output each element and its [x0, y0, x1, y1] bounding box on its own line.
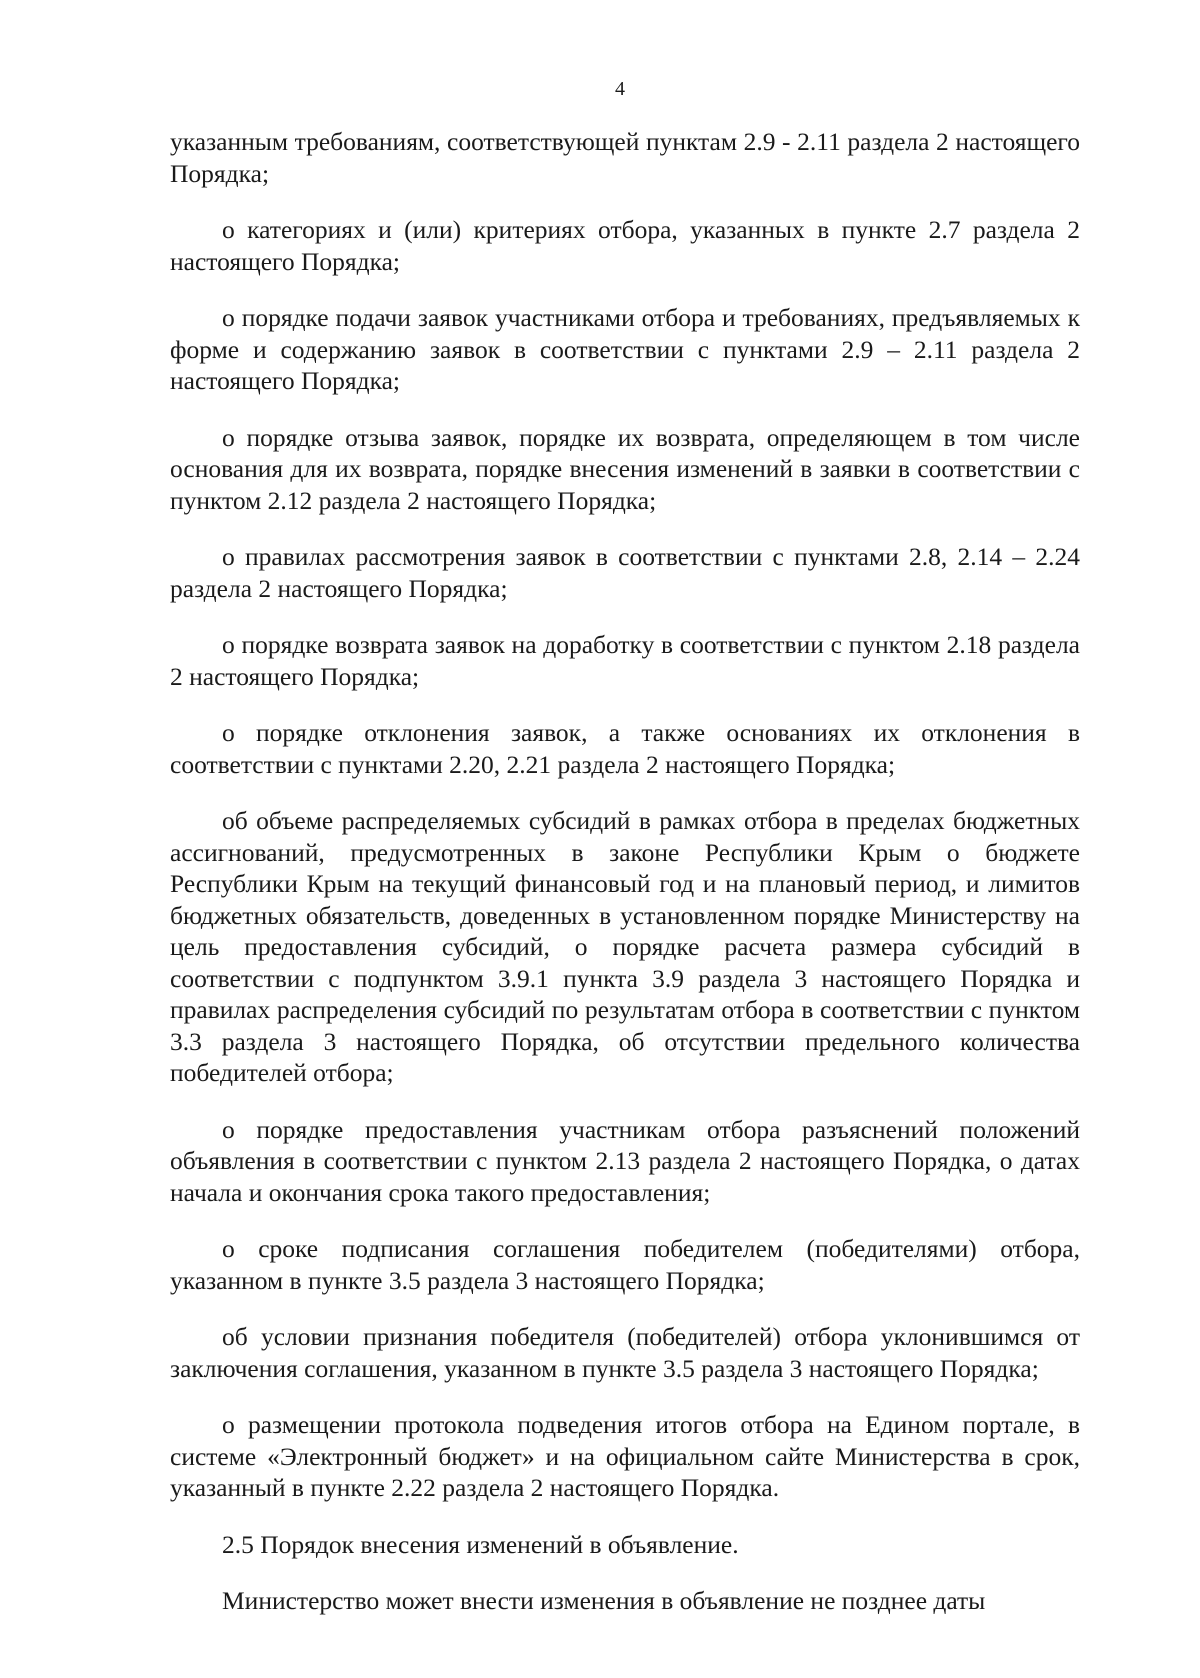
paragraph-rejection-order: о порядке отклонения заявок, а также основаниях их отклонения в соответствии с пунктами 2.20, 2.21 раздела 2 настоящего Порядка; [170, 718, 1080, 779]
paragraph-continuation: указанным требованиям, соответствующей пунктам 2.9 - 2.11 раздела 2 настоящего Порядка; [170, 127, 1080, 188]
document-body [170, 126, 1080, 1617]
paragraph-withdrawal-order: о порядке отзыва заявок, порядке их возврата, определяющем в том числе основания для их возврата, порядке внесения изменений в заявки в соответствии с пунктом 2.12 раздела 2 настоящего Порядка; [170, 422, 1080, 515]
paragraph-subsidy-volume: об объеме распределяемых субсидий в рамках отбора в пределах бюджетных ассигнований, предусмотренных в законе Республики Крым о бюджете Республики Крым на текущий финансовый год и на плановый период, и лимитов бюджетных обязательств, доведенных в установленном порядке Министерству на цель предоставления субсидий, о порядке расчета размера субсидий в соответствии с подпунктом 3.9.1 пункта 3.9 раздела 3 настоящего Порядка и правилах распределения субсидий по результатам отбора в соответствии с пунктом 3.3 раздела 3 настоящего Порядка, об отсутствии предельного количества победителей отбора; [170, 806, 1080, 1087]
paragraph-review-rules: о правилах рассмотрения заявок в соответствии с пунктами 2.8, 2.14 – 2.24 раздела 2 настоящего Порядка; [170, 542, 1080, 603]
paragraph-clarifications: о порядке предоставления участникам отбора разъяснений положений объявления в соответствии с пунктом 2.13 раздела 2 настоящего Порядка, о датах начала и окончания срока такого предоставления; [170, 1114, 1080, 1207]
paragraph-evasion-condition: об условии признания победителя (победителей) отбора уклонившимся от заключения соглашения, указанном в пункте 3.5 раздела 3 настоящего Порядка; [170, 1322, 1080, 1383]
paragraph-submission-order: о порядке подачи заявок участниками отбора и требованиях, предъявляемых к форме и содержанию заявок в соответствии с пунктами 2.9 – 2.11 раздела 2 настоящего Порядка; [170, 303, 1080, 395]
paragraph-protocol-placement: о размещении протокола подведения итогов отбора на Едином портале, в системе «Электронный бюджет» и на официальном сайте Министерства в срок, указанный в пункте 2.22 раздела 2 настоящего Порядка. [170, 1410, 1080, 1502]
paragraph-categories: о категориях и (или) критериях отбора, указанных в пункте 2.7 раздела 2 настоящего Порядка; [170, 215, 1080, 276]
paragraph-return-for-revision: о порядке возврата заявок на доработку в соответствии с пунктом 2.18 раздела 2 настоящего Порядка; [170, 630, 1080, 691]
paragraph-agreement-deadline: о сроке подписания соглашения победителем (победителями) отбора, указанном в пункте 3.5 раздела 3 настоящего Порядка; [170, 1234, 1080, 1295]
section-heading-2-5: 2.5 Порядок внесения изменений в объявление. [222, 1529, 739, 1559]
paragraph-amendments: Министерство может внести изменения в объявление не позднее даты [222, 1586, 986, 1615]
page-number: 4 [615, 78, 625, 100]
